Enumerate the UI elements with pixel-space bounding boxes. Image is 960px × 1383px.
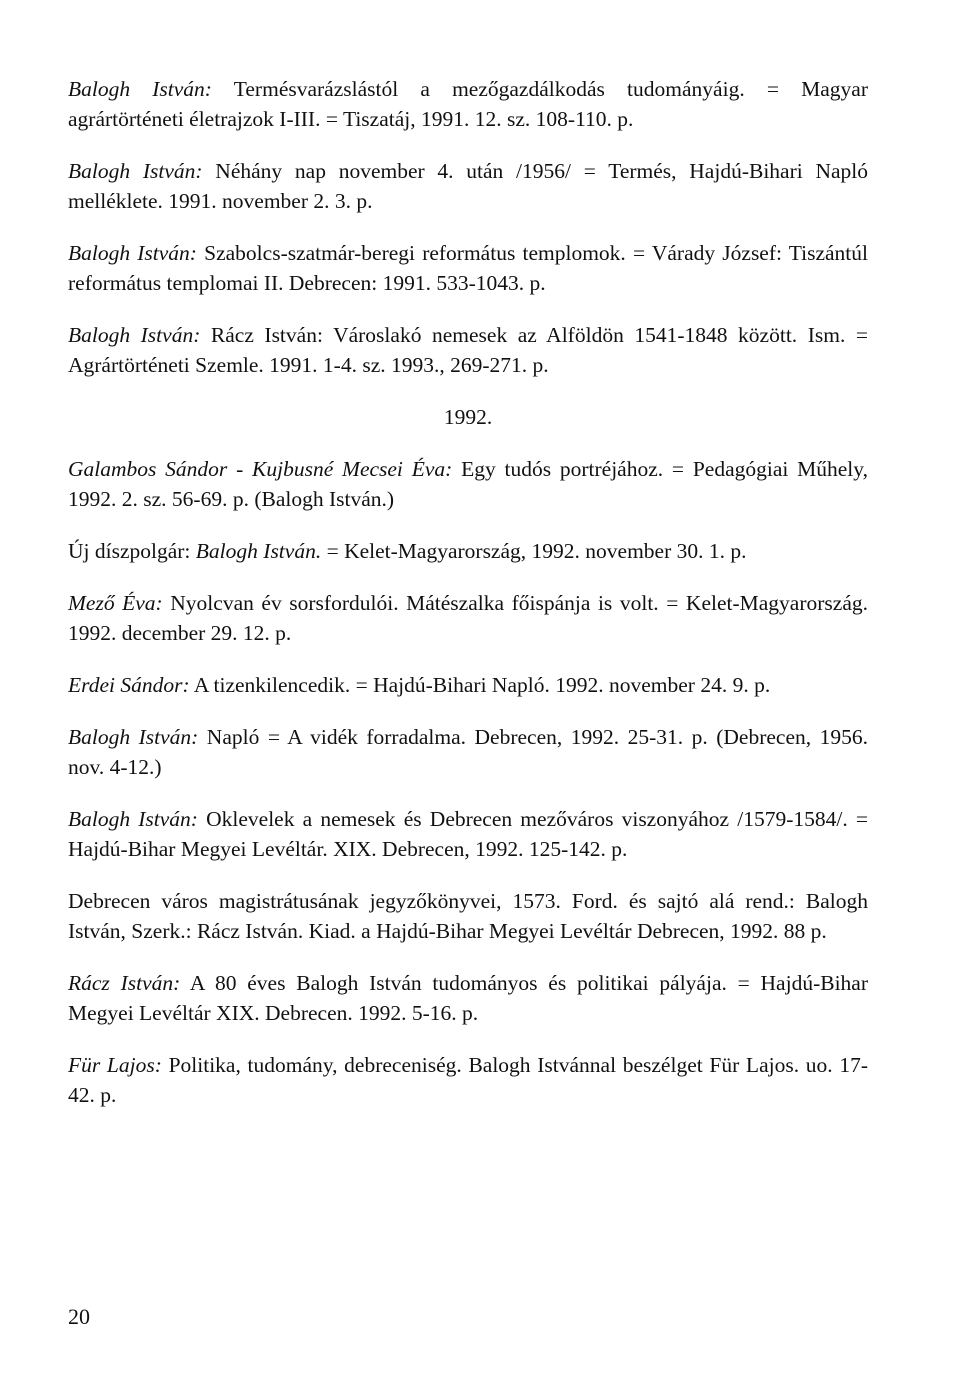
document-page: [68, 74, 868, 1132]
entry-author: Balogh István:: [68, 323, 201, 347]
entry-text: Nyolcvan év sorsfordulói. Mátészalka főispánja is volt. = Kelet-Magyarország. 1992. december 29. 12. p.: [68, 591, 868, 645]
entry-author: Erdei Sándor:: [68, 673, 190, 697]
entry-text: = Kelet-Magyarország, 1992. november 30. 1. p.: [321, 539, 747, 563]
year-heading: 1992.: [443, 405, 493, 429]
entry-text: Oklevelek a nemesek és Debrecen mezőváros viszonyához /1579-1584/. = Hajdú-Bihar Megyei Levéltár. XIX. Debrecen, 1992. 125-142. p.: [68, 807, 868, 861]
bibliography-entry-3: [68, 238, 868, 298]
entry-prefix: Új díszpolgár:: [68, 539, 196, 563]
entry-author: Balogh István:: [68, 159, 203, 183]
entry-text: A 80 éves Balogh István tudományos és politikai pályája. = Hajdú-Bihar Megyei Levéltár XIX. Debrecen. 1992. 5-16. p.: [68, 971, 868, 1025]
entry-author: Balogh István:: [68, 77, 212, 101]
entry-text: Néhány nap november 4. után /1956/ = Termés, Hajdú-Bihari Napló melléklete. 1991. november 2. 3. p.: [68, 159, 869, 213]
entry-author: Mező Éva:: [68, 591, 163, 615]
entry-author: Balogh István:: [68, 725, 199, 749]
bibliography-entry-6: [68, 536, 868, 566]
entry-author: Rácz István:: [68, 971, 181, 995]
entry-author: Galambos Sándor - Kujbusné Mecsei Éva:: [68, 457, 453, 481]
entry-text: Napló = A vidék forradalma. Debrecen, 1992. 25-31. p. (Debrecen, 1956. nov. 4-12.): [68, 725, 868, 779]
bibliography-entry-2: [68, 156, 868, 216]
bibliography-entry-8: [68, 670, 868, 700]
entry-text: Politika, tudomány, debreceniség. Balogh Istvánnal beszélget Für Lajos. uo. 17-42. p.: [68, 1053, 868, 1107]
bibliography-entry-1: [68, 74, 868, 134]
entry-author: Balogh István:: [68, 807, 198, 831]
bibliography-entry-12: [68, 968, 868, 1028]
bibliography-entry-11: [68, 886, 868, 946]
entry-text: A tizenkilencedik. = Hajdú-Bihari Napló. 1992. november 24. 9. p.: [189, 673, 771, 697]
entry-text: Egy tudós portréjához. = Pedagógiai Műhely, 1992. 2. sz. 56-69. p. (Balogh István.): [68, 457, 868, 511]
entry-text: Rácz István: Városlakó nemesek az Alföldön 1541-1848 között. Ism. = Agrártörténeti Szemle. 1991. 1-4. sz. 1993., 269-271. p.: [68, 323, 869, 377]
entry-text: Termésvarázslástól a mezőgazdálkodás tudományáig. = Magyar agrártörténeti életrajzok I-III. = Tiszatáj, 1991. 12. sz. 108-110. p.: [68, 77, 869, 131]
entry-italic-name: Balogh István.: [195, 539, 322, 563]
bibliography-entry-10: [68, 804, 868, 864]
entry-text: Szabolcs-szatmár-beregi református templomok. = Várady József: Tiszántúl református templomai II. Debrecen: 1991. 533-1043. p.: [68, 241, 869, 295]
bibliography-entry-5: [68, 454, 868, 514]
entry-author: Für Lajos:: [68, 1053, 162, 1077]
page-number: 20: [68, 1304, 90, 1329]
entry-text: Debrecen város magistrátusának jegyzőkönyvei, 1573. Ford. és sajtó alá rend.: Balogh István, Szerk.: Rácz István. Kiad. a Hajdú-Bihar Megyei Levéltár Debrecen, 1992. 88 p.: [68, 889, 868, 943]
bibliography-entry-9: [68, 722, 868, 782]
bibliography-entry-7: [68, 588, 868, 648]
bibliography-entry-4: [68, 320, 868, 380]
bibliography-entry-13: [68, 1050, 868, 1110]
entry-author: Balogh István:: [68, 241, 197, 265]
